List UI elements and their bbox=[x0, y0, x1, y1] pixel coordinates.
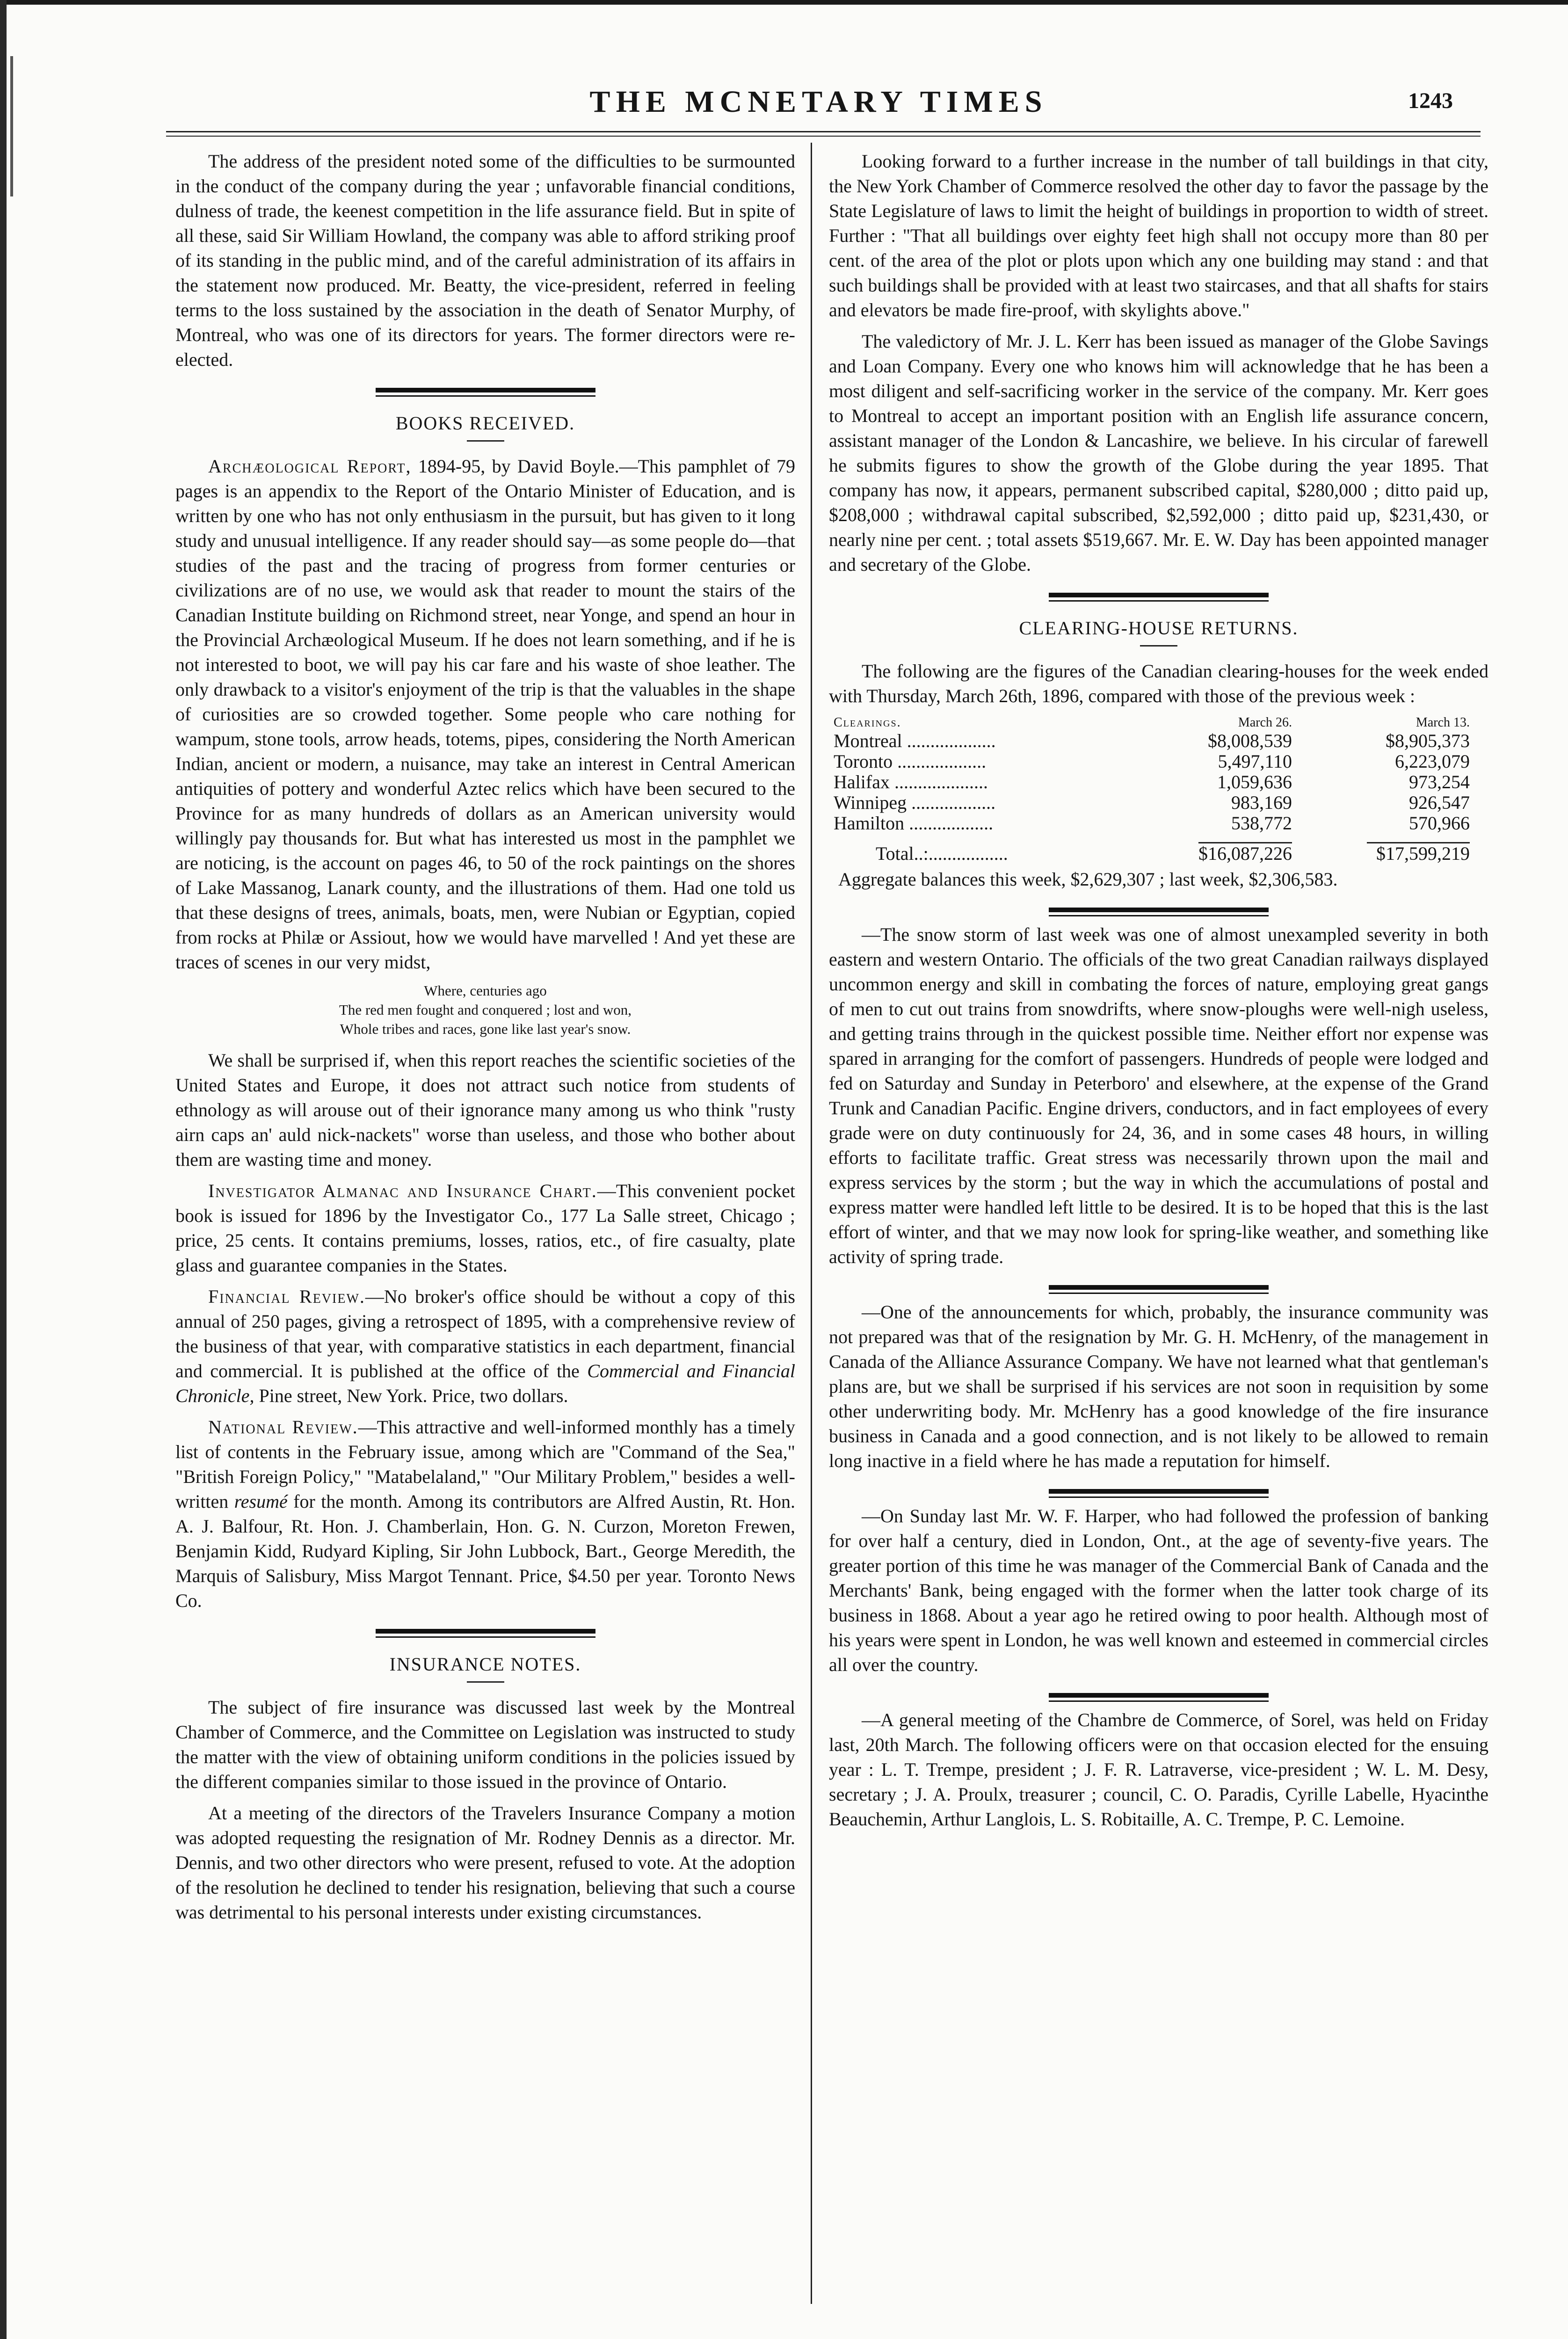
current-week-value: 538,772 bbox=[1231, 813, 1292, 834]
national-review-body-end: for the month. Among its contributors are Alfred Austin, Rt. Hon. A. J. Balfour, Rt. Hon. J. Chamberlain, Hon. G. N. Curzon, Moreton Frewen, Benjamin Kidd, Rudyard Kipling, Sir John Lubbock, Bart., George Meredith, the Marquis of Salisbury, Miss Margot Tennant. Price, $4.50 per year. Toronto News Co. bbox=[175, 1491, 795, 1611]
travelers-insurance-paragraph: At a meeting of the directors of the Travelers Insurance Company a motion was adopted requesting the resignation of Mr. Rodney Dennis as a director. Mr. Dennis, and two other directors who were present, refused to vote. At the adoption of the resolution he declined to tender his resignation, believing that such a course was detrimental to his personal interests under existing circumstances. bbox=[175, 1802, 795, 1923]
page-header bbox=[0, 84, 1568, 122]
section-ornament bbox=[1049, 1285, 1269, 1294]
aggregate-balances: Aggregate balances this week, $2,629,307 ; last week, $2,306,583. bbox=[838, 869, 1338, 890]
masthead: THE MCNETARY TIMES bbox=[589, 85, 1048, 119]
resume-word: resumé bbox=[234, 1491, 288, 1512]
total-current-week: $16,087,226 bbox=[1198, 843, 1292, 864]
city-name: Toronto ................... bbox=[834, 751, 987, 772]
left-column bbox=[175, 149, 795, 1931]
quoted-verse bbox=[175, 981, 795, 1039]
previous-week-value: 570,966 bbox=[1409, 813, 1470, 834]
current-week-value: 1,059,636 bbox=[1217, 771, 1292, 792]
heading-rule bbox=[467, 440, 504, 442]
investigator-almanac-paragraph bbox=[175, 1178, 795, 1278]
national-review-paragraph bbox=[175, 1415, 795, 1613]
header-rule-2 bbox=[166, 136, 1481, 137]
investigator-almanac-body: —This convenient pocket book is issued for 1896 by the Investigator Co., 177 La Salle street, Chicago ; price, 25 cents. It contains premiums, losses, ratios, etc., of fire casualty, plate glass and guarantee companies in the States. bbox=[175, 1180, 795, 1276]
kerr-valedictory-paragraph: The valedictory of Mr. J. L. Kerr has been issued as manager of the Globe Savings and Loan Company. Every one who knows him will acknowledge that he has been a most diligent and self-sacrificing worker in the service of the company. Mr. Kerr goes to Montreal to accept an important position with an English life assurance concern, assistant manager of the London & Lancashire, we believe. In his circular of farewell he submits figures to show the growth of the Globe during the year 1895. That company has now, it appears, permanent subscribed capital, $280,000 ; ditto paid up, $208,000 ; withdrawal capital subscribed, $2,592,000 ; ditto paid up, $231,430, or nearly nine per cent. ; total assets $519,667. Mr. E. W. Day has been appointed manager and secretary of the Globe. bbox=[829, 331, 1488, 575]
verse-line: Where, centuries ago bbox=[424, 982, 547, 999]
snow-storm-paragraph: —The snow storm of last week was one of almost unexampled severity in both eastern and western Ontario. The officials of the two great Canadian railways displayed uncommon energy and skill in combating the forces of nature, employing great gangs of men to cut out trains from snowdrifts, where snow-ploughs were well-nigh useless, and getting trains through in the quickest possible time. Neither effort nor expense was spared in arranging for the comfort of passengers. Hundreds of people were lodged and fed on Saturday and Sunday in Peterboro' and elsewhere, at the expense of the Grand Trunk and Canadian Pacific. Engine drivers, conductors, and in fact employees of every grade were on duty continuously for 24, 36, and in some cases 48 hours, in willing efforts to facilitate traffic. Great stress was necessarily thrown upon the mail and express services by the storm ; but the way in which the accumulations of postal and express matter were handled left little to be desired. It is to be hoped that this is the last effort of winter, and that we may now look for spring-like weather, and something like activity of spring trade. bbox=[829, 924, 1488, 1267]
page-top-edge bbox=[0, 0, 1568, 5]
table-row bbox=[834, 772, 1470, 792]
section-ornament bbox=[1049, 593, 1269, 602]
current-week-value: $8,008,539 bbox=[1208, 730, 1292, 751]
column-divider bbox=[811, 143, 812, 2304]
fire-insurance-paragraph: The subject of fire insurance was discussed last week by the Montreal Chamber of Commerce, and the Committee on Legislation was instructed to study the matter with the view of obtaining uniform conditions in the policies issued by the different companies similar to those issued in the province of Ontario. bbox=[175, 1697, 795, 1792]
section-ornament bbox=[376, 1629, 595, 1638]
financial-review-paragraph bbox=[175, 1284, 795, 1408]
table-header-march-13: March 13. bbox=[1416, 715, 1470, 730]
total-previous-week: $17,599,219 bbox=[1376, 843, 1470, 864]
archaeological-report-paragraph bbox=[175, 454, 795, 974]
books-received-heading: BOOKS RECEIVED. bbox=[395, 413, 575, 434]
total-label: Total..:................. bbox=[876, 843, 1008, 864]
tall-buildings-paragraph: Looking forward to a further increase in the number of tall buildings in that city, the New York Chamber of Commerce resolved the other day to favor the passage by the State Legislature of laws to limit the height of buildings in proportion to width of street. Further : "That all buildings over eighty feet high shall not occupy more than 80 per cent. of the area of the plot or plots upon which any one building may stand : and that such buildings shall be provided with at least two staircases, and that all shafts for stairs and elevators be made fire-proof, with skylights above." bbox=[829, 151, 1488, 320]
city-name: Halifax .................... bbox=[834, 771, 988, 792]
president-address-paragraph: The address of the president noted some of the difficulties to be surmounted in the conduct of the company during the year ; unfavorable financial conditions, dulness of trade, the keenest competition in the life assurance field. But in spite of all these, said Sir William Howland, the company was able to afford striking proof of its standing in the public mind, and of the careful administration of its affairs in the statement now produced. Mr. Beatty, the vice-president, referred in feeling terms to the loss sustained by the association in the death of Senator Murphy, of Montreal, who was one of its directors for years. The former directors were re-elected. bbox=[175, 151, 795, 370]
previous-week-value: $8,905,373 bbox=[1386, 730, 1470, 751]
harper-obituary-paragraph: —On Sunday last Mr. W. F. Harper, who had followed the profession of banking for over half a century, died in London, Ont., at the age of seventy-five years. The greater portion of this time he was manager of the Commercial Bank of Canada and the Merchants' Bank, being engaged with the former when the latter took charge of its business in 1868. About a year ago he retired owing to poor health. Although most of his years were spent in London, he was well known and esteemed in commercial circles all over the country. bbox=[829, 1505, 1488, 1675]
current-week-value: 5,497,110 bbox=[1218, 751, 1292, 772]
table-row bbox=[834, 792, 1470, 813]
section-ornament bbox=[1049, 1489, 1269, 1498]
scan-binding-mark bbox=[10, 56, 13, 196]
right-column bbox=[829, 149, 1488, 1838]
section-ornament bbox=[1049, 908, 1269, 916]
investigator-almanac-title: Investigator Almanac and Insurance Chart. bbox=[208, 1180, 597, 1201]
table-row bbox=[834, 751, 1470, 772]
heading-rule bbox=[467, 1681, 504, 1683]
current-week-value: 983,169 bbox=[1231, 792, 1292, 813]
insurance-notes-heading: INSURANCE NOTES. bbox=[389, 1654, 581, 1675]
city-name: Hamilton .................. bbox=[834, 813, 994, 834]
table-total-row bbox=[834, 843, 1470, 864]
table-header-clearings: Clearings. bbox=[834, 715, 901, 730]
city-name: Winnipeg .................. bbox=[834, 792, 996, 813]
sorel-chamber-paragraph: —A general meeting of the Chambre de Commerce, of Sorel, was held on Friday last, 20th March. The following officers were on that occasion elected for the ensuing year : L. T. Trempe, president ; J. F. R. Latraverse, vice-president ; W. L. M. Desy, secretary ; J. A. Proulx, treasurer ; council, C. O. Paradis, Cyrille Labelle, Hyacinthe Beauchemin, Arthur Langlois, L. S. Robitaille, A. C. Trempe, P. C. Lemoine. bbox=[829, 1709, 1488, 1830]
financial-chronicle-name: Commercial and Financial Chronicle, bbox=[175, 1360, 795, 1406]
financial-review-body: —No broker's office should be without a copy of this annual of 250 pages, giving a retrospect of 1895, with a comprehensive review of the business of that year, with comparative statistics in each department, financial and commercial. It is published at the office of the bbox=[175, 1286, 795, 1381]
section-ornament bbox=[1049, 1693, 1269, 1702]
national-review-title: National Review. bbox=[208, 1416, 358, 1438]
clearing-house-intro: The following are the figures of the Canadian clearing-houses for the week ended with Thursday, March 26th, 1896, compared with those of the previous week : bbox=[829, 661, 1488, 706]
heading-rule bbox=[1140, 645, 1177, 646]
verse-line: The red men fought and conquered ; lost and won, bbox=[339, 1002, 632, 1018]
archaeological-report-continuation: We shall be surprised if, when this report reaches the scientific societies of the United States and Europe, it does not attract such notice from students of ethnology as will arouse out of their ignorance many among us who think "rusty airn caps an' auld nick-nackets" worse than useless, and those who bother about them are wasting time and money. bbox=[175, 1050, 795, 1170]
page-number: 1243 bbox=[1408, 88, 1453, 113]
clearing-house-heading: CLEARING-HOUSE RETURNS. bbox=[1019, 617, 1299, 639]
previous-week-value: 926,547 bbox=[1409, 792, 1470, 813]
table-spacer-row bbox=[834, 834, 1470, 843]
table-header-march-26: March 26. bbox=[1238, 715, 1292, 730]
previous-week-value: 6,223,079 bbox=[1395, 751, 1470, 772]
previous-week-value: 973,254 bbox=[1409, 771, 1470, 792]
table-row bbox=[834, 731, 1470, 751]
header-rule-1 bbox=[166, 131, 1481, 132]
financial-review-title: Financial Review. bbox=[208, 1286, 365, 1307]
financial-review-body-end: Pine street, New York. Price, two dollars. bbox=[254, 1385, 568, 1406]
mchenry-paragraph: —One of the announcements for which, probably, the insurance community was not prepared was that of the resignation by Mr. G. H. McHenry, of the management in Canada of the Alliance Assurance Company. We have not learned what that gentleman's plans are, but we shall be surprised if his services are not soon in requisition by some other underwriting body. Mr. McHenry has a good knowledge of the fire insurance business in Canada and a good connection, and is not likely to be allowed to remain long inactive in a field where he has made a reputation for himself. bbox=[829, 1301, 1488, 1471]
national-review-body: —This attractive and well-informed monthly has a timely list of contents in the February issue, among which are "Command of the Sea," "British Foreign Policy," "Matabelaland," "Our Military Problem," besides a well-written bbox=[175, 1416, 795, 1512]
archaeological-report-body: 1894-95, by David Boyle.—This pamphlet of 79 pages is an appendix to the Report of the Ontario Minister of Education, and is written by one who has not only enthusiasm in the pursuit, but has given to it long study and unusual intelligence. If any reader should say—as some people do—that studies of the past and the tracing of progress from former centuries or civilizations are of no use, we would ask that reader to mount the stairs of the Canadian Institute building on Richmond street, near Yonge, and spend an hour in the Provincial Archæological Museum. If he does not learn something, and if he is not interested to boot, we will pay his car fare and his waste of shoe leather. The only drawback to a visitor's enjoyment of the trip is that the valuables in the shape of curiosities are so crowded together. Some people who care nothing for wampum, stone tools, arrow heads, totems, pipes, considering the North American Indian, ancient or modern, a nuisance, may take an interest in Central American antiquities of pottery and wonderful Aztec relics which have been secured to the Province for as many hundreds of dollars as an American university would willingly pay thousands for. But what has interested us most in the pamphlet we are noticing, is the account on pages 46, to 50 of the rock paintings on the shores of Lake Massanog, Lanark county, and the illustrations of them. Had one told us that these designs of trees, animals, boats, men, were Nubian or Egyptian, copied from rocks at Philæ or Assiout, how we would have marvelled ! And yet these are traces of scenes in our very midst, bbox=[175, 456, 796, 973]
section-ornament bbox=[376, 388, 595, 397]
table-row bbox=[834, 813, 1470, 834]
archaeological-report-title: Archæological Report, bbox=[208, 456, 412, 477]
verse-line: Whole tribes and races, gone like last year's snow. bbox=[340, 1021, 631, 1037]
clearing-house-table bbox=[834, 715, 1470, 864]
table-header-row bbox=[834, 715, 1470, 731]
scan-binding-edge bbox=[0, 0, 7, 2339]
city-name: Montreal ................... bbox=[834, 730, 996, 751]
